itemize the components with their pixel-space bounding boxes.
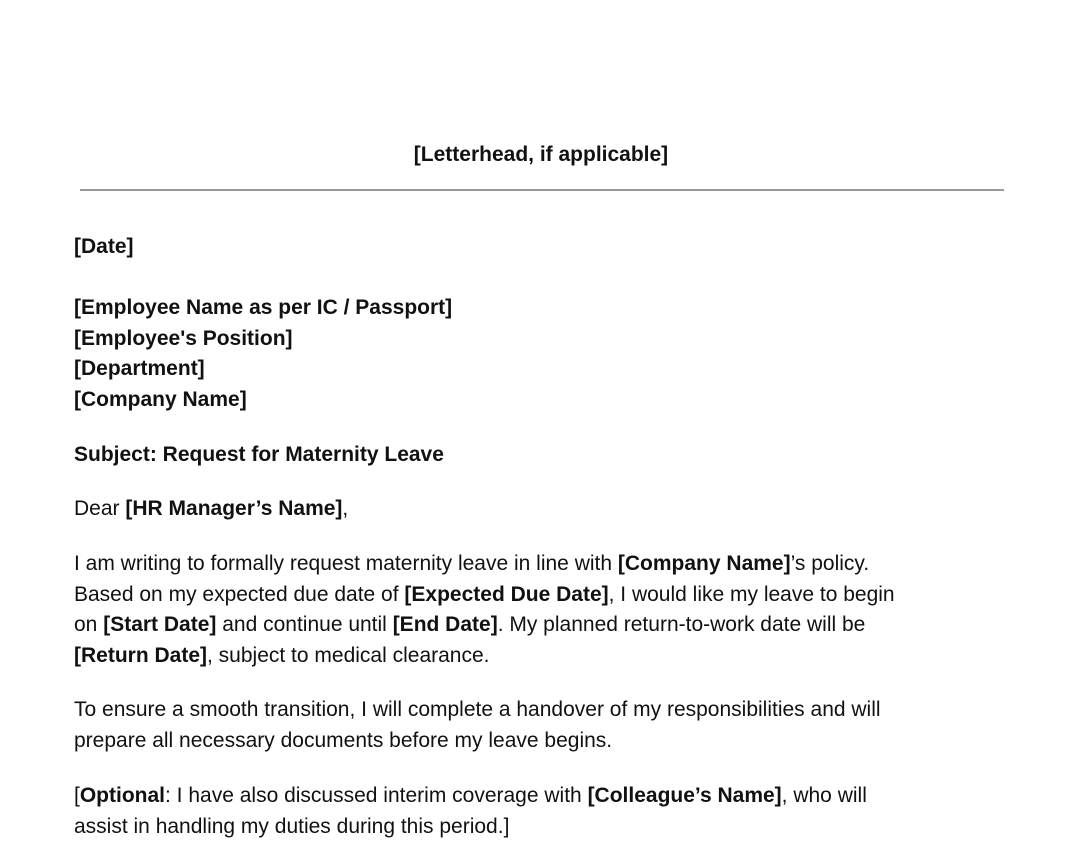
text-run: on bbox=[74, 613, 104, 636]
text-run: [ bbox=[74, 784, 80, 807]
greeting-suffix: , bbox=[342, 497, 349, 520]
text-run: Based on my expected due date of bbox=[74, 582, 405, 606]
employee-name: [Employee Name as per IC / Passport] bbox=[74, 296, 453, 319]
due-date-placeholder: [Expected Due Date] bbox=[404, 582, 609, 606]
paragraph-line bbox=[74, 549, 994, 580]
text-run: , I would like my leave to begin bbox=[608, 582, 895, 606]
paragraph-line: prepare all necessary documents before my leave begins. bbox=[74, 728, 613, 752]
greeting-prefix: Dear bbox=[74, 497, 126, 520]
text-run: , subject to medical clearance. bbox=[207, 643, 490, 667]
end-date-placeholder: [End Date] bbox=[392, 613, 498, 636]
paragraph-handover bbox=[74, 695, 994, 756]
company-name-placeholder: [Company Name] bbox=[617, 552, 791, 575]
text-run: ’s policy. bbox=[790, 552, 870, 575]
text-run: and continue until bbox=[216, 613, 393, 636]
paragraph-optional-coverage bbox=[74, 781, 994, 842]
subject-line: Subject: Request for Maternity Leave bbox=[74, 443, 444, 466]
letterhead: [Letterhead, if applicable] bbox=[413, 143, 669, 166]
paragraph-line bbox=[74, 580, 994, 611]
text-run: : I have also discussed interim coverage with bbox=[165, 784, 588, 807]
paragraph-line bbox=[74, 641, 994, 672]
employee-position: [Employee's Position] bbox=[74, 326, 293, 350]
paragraph-line bbox=[74, 781, 994, 812]
letterhead-divider bbox=[80, 189, 1004, 191]
date-placeholder: [Date] bbox=[74, 235, 134, 258]
paragraph-line bbox=[74, 610, 994, 641]
employee-department: [Department] bbox=[74, 357, 205, 380]
text-run: , who will bbox=[781, 784, 867, 807]
company-name: [Company Name] bbox=[74, 387, 247, 411]
greeting bbox=[74, 494, 994, 525]
paragraph-line: assist in handling my duties during this period.] bbox=[74, 814, 510, 838]
colleague-name-placeholder: [Colleague’s Name] bbox=[587, 784, 782, 807]
text-run: I am writing to formally request maternity leave in line with bbox=[74, 552, 618, 575]
return-date-placeholder: [Return Date] bbox=[74, 643, 208, 667]
employee-address-block bbox=[74, 293, 994, 415]
paragraph-line: To ensure a smooth transition, I will complete a handover of my responsibilities and will bbox=[74, 698, 881, 721]
text-run: . My planned return-to-work date will be bbox=[497, 613, 866, 636]
hr-manager-name: [HR Manager’s Name] bbox=[125, 497, 343, 520]
paragraph-leave-request bbox=[74, 549, 994, 671]
optional-label: Optional bbox=[79, 784, 166, 807]
start-date-placeholder: [Start Date] bbox=[103, 613, 217, 636]
